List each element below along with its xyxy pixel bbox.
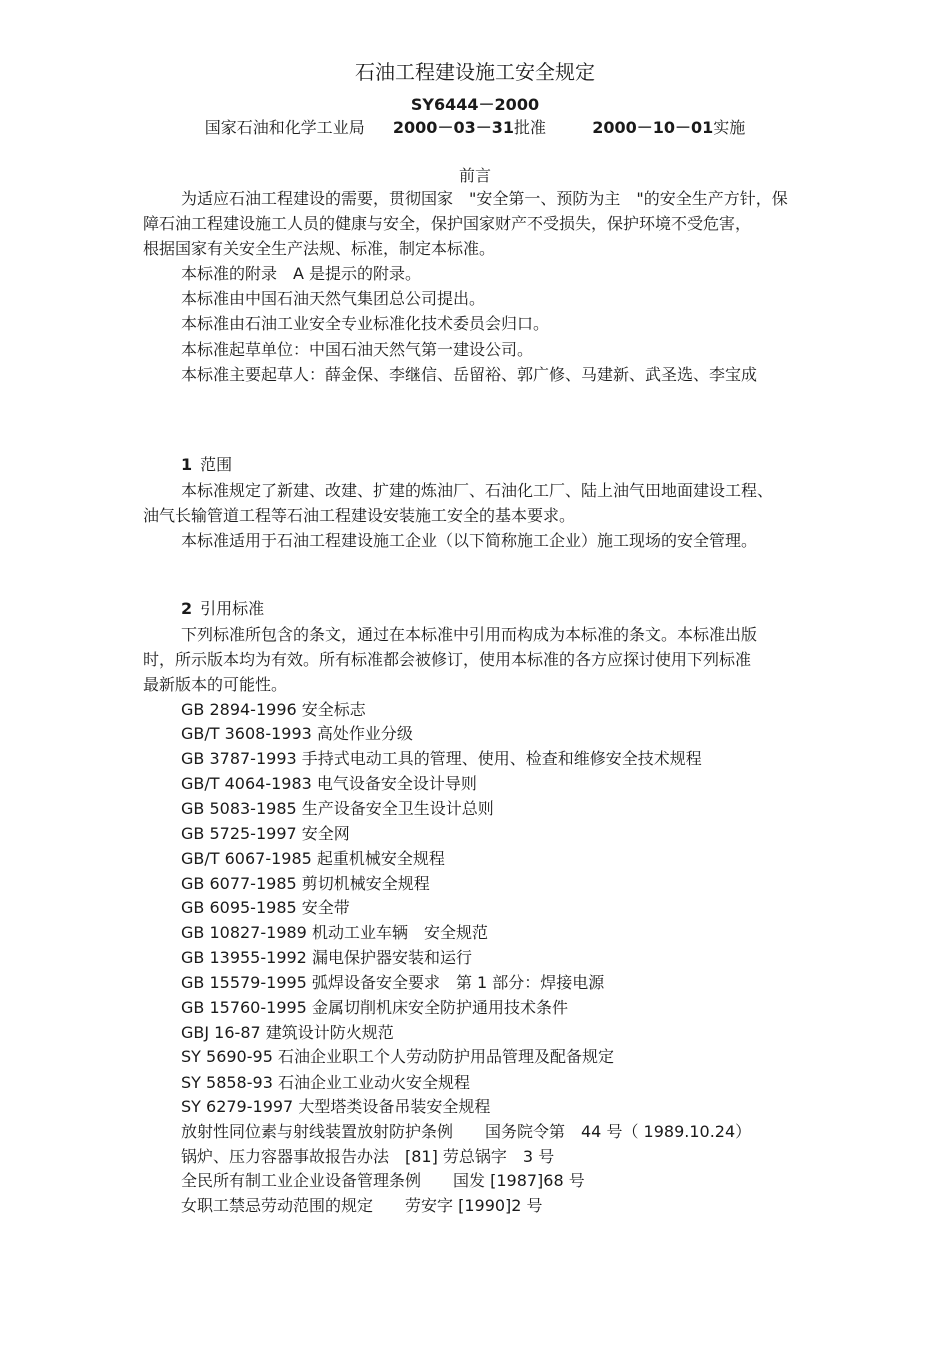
reference-item: GB 3787-1993 手持式电动工具的管理、使用、检查和维修安全技术规程 [181,749,702,768]
preface-p5: 本标准起草单位：中国石油天然气第一建设公司。 [181,340,534,359]
reference-item: GB 6095-1985 安全带 [181,898,350,917]
preface-p2: 本标准的附录 A 是提示的附录。 [181,264,422,283]
preface-para1-line2: 障石油工程建设施工人员的健康与安全，保护国家财产不受损失，保护环境不受危害， [143,214,752,233]
section1-heading [181,455,232,475]
issuer: 国家石油和化学工业局 [204,118,365,137]
standard-code: SY6444－2000 [410,95,540,114]
preface-p3: 本标准由中国石油天然气集团总公司提出。 [181,289,486,308]
reference-item: 女职工禁忌劳动范围的规定 劳安字 [1990]2 号 [181,1196,543,1215]
section1-title: 范围 [200,455,233,474]
preface-p6: 本标准主要起草人：薛金保、李继信、岳留裕、郭广修、马建新、武圣选、李宝成 [181,365,758,384]
document-title: 石油工程建设施工安全规定 [355,60,595,84]
section1-number: 1 [181,455,193,474]
preface-p4: 本标准由石油工业安全专业标准化技术委员会归口。 [181,314,550,333]
reference-item: 放射性同位素与射线装置放射防护条例 国务院令第 44 号（ 1989.10.24） [181,1122,752,1141]
reference-item: SY 5690-95 石油企业职工个人劳动防护用品管理及配备规定 [181,1047,614,1066]
reference-item: GB/T 3608-1993 高处作业分级 [181,724,413,743]
approve-date: 2000－03－31 [392,118,514,137]
reference-item: GB 13955-1992 漏电保护器安装和运行 [181,948,472,967]
reference-item: GB/T 6067-1985 起重机械安全规程 [181,849,445,868]
section1-p1-line2: 油气长输管道工程等石油工程建设安装施工安全的基本要求。 [143,506,576,525]
reference-item: GB 10827-1989 机动工业车辆 安全规范 [181,923,488,942]
reference-item: 全民所有制工业企业设备管理条例 国发 [1987]68 号 [181,1171,585,1190]
section2-p1-line2: 时，所示版本均为有效。所有标准都会被修订，使用本标准的各方应探讨使用下列标准 [143,650,752,669]
reference-item: GB 2894-1996 安全标志 [181,700,366,719]
section2-p1-line1: 下列标准所包含的条文，通过在本标准中引用而构成为本标准的条文。本标准出版 [181,625,758,644]
reference-item: GB 6077-1985 剪切机械安全规程 [181,874,430,893]
approve-suffix: 批准 [513,118,546,137]
reference-item: GB 5083-1985 生产设备安全卫生设计总则 [181,799,494,818]
section2-number: 2 [181,599,193,618]
preface-para1-line1: 为适应石油工程建设的需要，贯彻国家 "安全第一、预防为主 "的安全生产方针，保 [181,189,788,208]
reference-item: GB 15579-1995 弧焊设备安全要求 第 1 部分：焊接电源 [181,973,605,992]
implement-suffix: 实施 [713,118,746,137]
preface-para1-line3: 根据国家有关安全生产法规、标准，制定本标准。 [143,239,496,258]
reference-item: GB 5725-1997 安全网 [181,824,350,843]
section2-heading [181,599,264,619]
approval-line [0,118,950,138]
section1-p1-line1: 本标准规定了新建、改建、扩建的炼油厂、石油化工厂、陆上油气田地面建设工程、 [181,481,774,500]
reference-item: GB 15760-1995 金属切削机床安全防护通用技术条件 [181,998,568,1017]
preface-heading: 前言 [458,166,491,185]
section2-p1-line3: 最新版本的可能性。 [143,675,288,694]
reference-item: SY 6279-1997 大型塔类设备吊装安全规程 [181,1097,491,1116]
reference-item: GB/T 4064-1983 电气设备安全设计导则 [181,774,477,793]
implement-date: 2000－10－01 [592,118,714,137]
reference-item: 锅炉、压力容器事故报告办法 [81] 劳总锅字 3 号 [181,1147,555,1166]
section1-p2: 本标准适用于石油工程建设施工企业（以下简称施工企业）施工现场的安全管理。 [181,531,758,550]
reference-item: SY 5858-93 石油企业工业动火安全规程 [181,1073,470,1092]
section2-title: 引用标准 [200,599,265,618]
reference-item: GBJ 16-87 建筑设计防火规范 [181,1023,394,1042]
